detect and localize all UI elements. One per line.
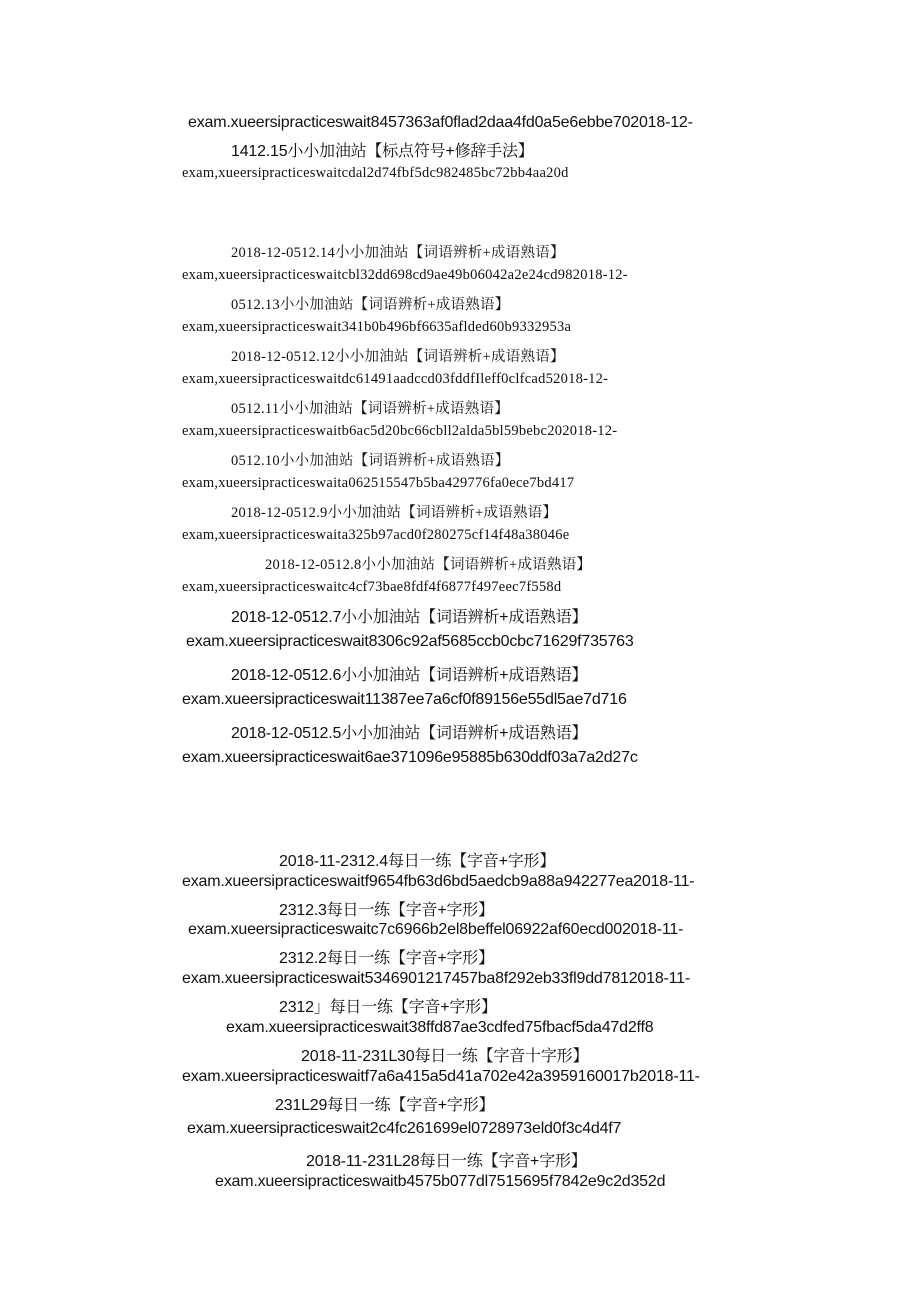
text-line: 2018-11-2312.4每日一练【字音+字形】 [279,853,556,870]
text-line: exam.xueersipracticeswaitf7a6a415a5d41a702e42a3959160017b2018-11- [182,1068,700,1085]
text-line: exam,xueersipracticeswaitc4cf73bae8fdf4f6877f497eec7f558d [182,579,562,595]
text-line: exam,xueersipracticeswait341b0b496bf6635aflded60b9332953a [182,319,572,335]
text-line: 2018-12-0512.14小小加油站【词语辨析+成语熟语】 [231,245,565,261]
text-line: 2018-12-0512.12小小加油站【词语辨析+成语熟语】 [231,349,565,365]
text-line: 2018-12-0512.8小小加油站【词语辨析+成语熟语】 [265,557,592,573]
text-line: exam.xueersipracticeswaitf9654fb63d6bd5aedcb9a88a942277ea2018-11- [182,873,695,890]
text-line: exam.xueersipracticeswaitc7c6966b2el8beffel06922af60ecd002018-11- [188,921,684,938]
text-line: 2018-11-231L30每日一练【字音十字形】 [301,1048,589,1065]
text-line: 2312」每日一练【字音+字形】 [279,999,497,1016]
text-line: exam,xueersipracticeswaita325b97acd0f280275cf14f48a38046e [182,527,570,543]
text-line: 0512.10小小加油站【词语辨析+成语熟语】 [231,453,510,469]
text-line: exam.xueersipracticeswait2c4fc261699el0728973eld0f3c4d4f7 [187,1120,622,1137]
text-line: exam.xueersipracticeswaitb4575b077dl7515695f7842e9c2d352d [215,1173,666,1190]
text-line: 231L29每日一练【字音+字形】 [275,1097,495,1114]
text-line: exam.xueersipracticeswait5346901217457ba8f292eb33fl9dd7812018-11- [182,970,690,987]
text-line: 2018-12-0512.9小小加油站【词语辨析+成语熟语】 [231,505,558,521]
text-line: 2312.2每日一练【字音+字形】 [279,950,494,967]
text-line: exam.xueersipracticeswait6ae371096e95885b630ddf03a7a2d27c [182,749,638,766]
text-line: exam,xueersipracticeswaitcdal2d74fbf5dc982485bc72bb4aa20d [182,165,569,181]
text-line: exam.xueersipracticeswait8306c92af5685ccb0cbc71629f735763 [186,633,634,650]
text-line: exam.xueersipracticeswait38ffd87ae3cdfed75fbacf5da47d2ff8 [226,1019,654,1036]
text-line: 2018-11-231L28每日一练【字音+字形】 [306,1153,587,1170]
text-line: exam.xueersipracticeswait8457363af0flad2daa4fd0a5e6ebbe702018-12- [188,114,693,131]
text-line: 0512.11小小加油站【词语辨析+成语熟语】 [231,401,510,417]
text-line: exam,xueersipracticeswaitdc61491aadccd03fddfIleff0clfcad52018-12- [182,371,609,387]
text-line: 2018-12-0512.5小小加油站【词语辨析+成语熟语】 [231,725,588,742]
text-line: 0512.13小小加油站【词语辨析+成语熟语】 [231,297,510,313]
text-line: 2018-12-0512.6小小加油站【词语辨析+成语熟语】 [231,667,588,684]
text-line: exam,xueersipracticeswaitcbl32dd698cd9ae49b06042a2e24cd982018-12- [182,267,628,283]
text-line: exam,xueersipracticeswaita062515547b5ba429776fa0ece7bd417 [182,475,575,491]
text-line: 1412.15小小加油站【标点符号+修辞手法】 [231,143,534,160]
text-line: 2312.3每日一练【字音+字形】 [279,902,494,919]
text-line: exam.xueersipracticeswait11387ee7a6cf0f89156e55dl5ae7d716 [182,691,627,708]
text-line: exam,xueersipracticeswaitb6ac5d20bc66cbll2alda5bl59bebc202018-12- [182,423,618,439]
text-line: 2018-12-0512.7小小加油站【词语辨析+成语熟语】 [231,609,588,626]
